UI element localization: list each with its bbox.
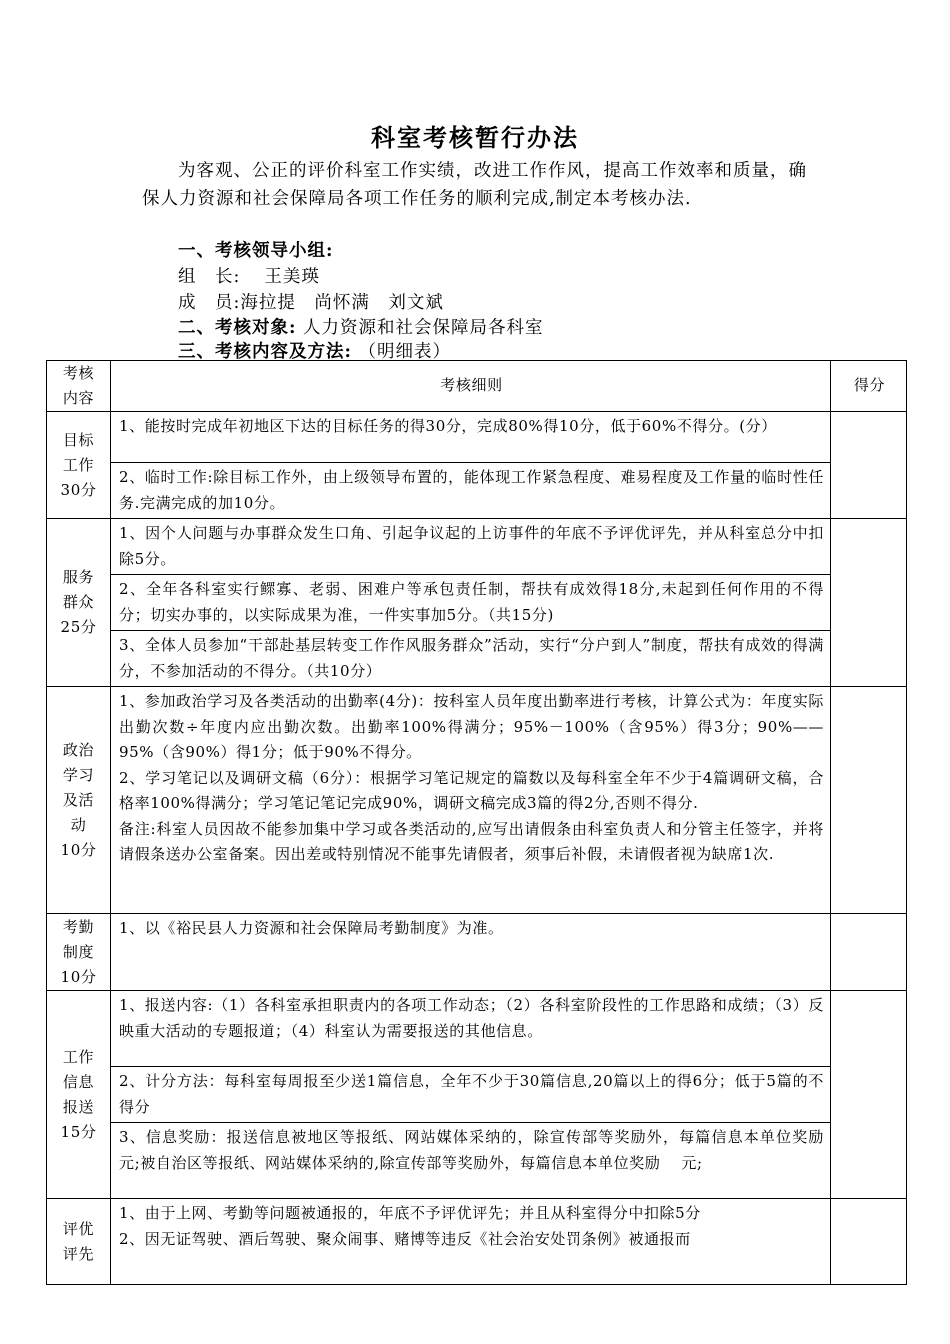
- detail-cell: 1、参加政治学习及各类活动的出勤率(4分)：按科室人员年度出勤率进行考核，计算公式为：年度实际出勤次数÷年度内应出勤次数。出勤率100%得满分；95%－100%（含95%）得3分；90%——95%（含90%）得1分；低于90%不得分。 2、学习笔记以及调研文稿（6分）：根据学习笔记规定的篇数以及每科室全年不少于4篇调研文稿，合格率100%得满分；学习笔记笔记完成90%，调研文稿完成3篇的得2分,否则不得分. 备注:科室人员因故不能参加集中学习或各类活动的,应写出请假条由科室负责人和分管主任签字，并将请假条送办公室备案。因出差或特别情况不能事先请假者，须事后补假，未请假者视为缺席1次.: [111, 687, 831, 914]
- category-attendance: 考勤 制度 10分: [47, 914, 111, 991]
- document-title: 科室考核暂行办法: [371, 123, 579, 152]
- score-cell[interactable]: [831, 914, 907, 991]
- detail-cell: 2、全年各科室实行鳏寡、老弱、困难户等承包责任制，帮扶有成效得18分,未起到任何作用的不得分；切实办事的，以实际成果为准，一件实事加5分。（共15分): [111, 575, 831, 631]
- category-political-study: 政治 学习 及活 动 10分: [47, 687, 111, 914]
- table-row: [47, 1067, 907, 1123]
- table-row: [47, 1123, 907, 1199]
- section2-heading: 二、考核对象:: [178, 318, 297, 338]
- header-category: 考核 内容: [47, 361, 111, 412]
- detail-cell: 1、因个人问题与办事群众发生口角、引起争议起的上访事件的年底不予评优评先，并从科室总分中扣除5分。: [111, 519, 831, 575]
- detail-cell: 2、计分方法：每科室每周报至少送1篇信息，全年不少于30篇信息,20篇以上的得6分；低于5篇的不得分: [111, 1067, 831, 1123]
- detail-cell: 1、由于上网、考勤等问题被通报的，年底不予评优评先；并且从科室得分中扣除5分 2、因无证驾驶、酒后驾驶、聚众闹事、赌博等违反《社会治安处罚条例》被通报而: [111, 1199, 831, 1285]
- score-cell[interactable]: [831, 412, 907, 519]
- section3-heading: 三、考核内容及方法:: [178, 342, 352, 362]
- table-row: [47, 412, 907, 463]
- header-score: 得分: [831, 361, 907, 412]
- detail-cell: 3、全体人员参加“干部赴基层转变工作作风服务群众”活动，实行“分户到人”制度，帮扶有成效的得满分，不参加活动的不得分。（共10分）: [111, 631, 831, 687]
- detail-cell: 1、能按时完成年初地区下达的目标任务的得30分，完成80%得10分，低于60%不得分。(分）: [111, 412, 831, 463]
- members-label: 成 员:: [178, 293, 241, 313]
- score-cell[interactable]: [831, 1199, 907, 1285]
- table-row: [47, 687, 907, 914]
- section3-text: （明细表）: [358, 342, 452, 362]
- category-serve-public: 服务 群众 25分: [47, 519, 111, 687]
- table-row: [47, 1199, 907, 1285]
- table-row: [47, 631, 907, 687]
- detail-cell: 1、以《裕民县人力资源和社会保障局考勤制度》为准。: [111, 914, 831, 991]
- detail-cell: 1、报送内容:（1）各科室承担职责内的各项工作动态；（2）各科室阶段性的工作思路和成绩；（3）反映重大活动的专题报道；（4）科室认为需要报送的其他信息。: [111, 991, 831, 1067]
- score-cell[interactable]: [831, 687, 907, 914]
- detail-cell: 2、临时工作:除目标工作外，由上级领导布置的，能体现工作紧急程度、难易程度及工作量的临时性任务.完满完成的加10分。: [111, 463, 831, 519]
- table-row: [47, 463, 907, 519]
- table-row: [47, 914, 907, 991]
- members-names: 海拉提 尚怀满 刘文斌: [240, 293, 444, 313]
- table-row: [47, 519, 907, 575]
- score-cell[interactable]: [831, 991, 907, 1199]
- leader-name: 王美瑛: [264, 267, 320, 287]
- score-cell[interactable]: [831, 519, 907, 687]
- table-row: [47, 991, 907, 1067]
- leader-label: 组 长:: [178, 267, 241, 287]
- category-info-report: 工作 信息 报送 15分: [47, 991, 111, 1199]
- members-line: [178, 289, 444, 314]
- section1-heading: 一、考核领导小组:: [178, 241, 334, 261]
- assessment-table: [46, 360, 907, 1285]
- table-header-row: [47, 361, 907, 412]
- section2-text: 人力资源和社会保障局各科室: [303, 318, 544, 338]
- intro-paragraph: 为客观、公正的评价科室工作实绩，改进工作作风，提高工作效率和质量，确保人力资源和社会保障局各项工作任务的顺利完成,制定本考核办法.: [142, 161, 807, 209]
- detail-cell: 3、信息奖励：报送信息被地区等报纸、网站媒体采纳的，除宣传部等奖励外，每篇信息本单位奖励 元;被自治区等报纸、网站媒体采纳的,除宣传部等奖励外，每篇信息本单位奖励 元;: [111, 1123, 831, 1199]
- leader-line: [178, 263, 320, 288]
- section2-line: [178, 314, 544, 339]
- table-row: [47, 575, 907, 631]
- header-detail: 考核细则: [111, 361, 831, 412]
- category-goal-work: 目标 工作 30分: [47, 412, 111, 519]
- category-awards: 评优 评先: [47, 1199, 111, 1285]
